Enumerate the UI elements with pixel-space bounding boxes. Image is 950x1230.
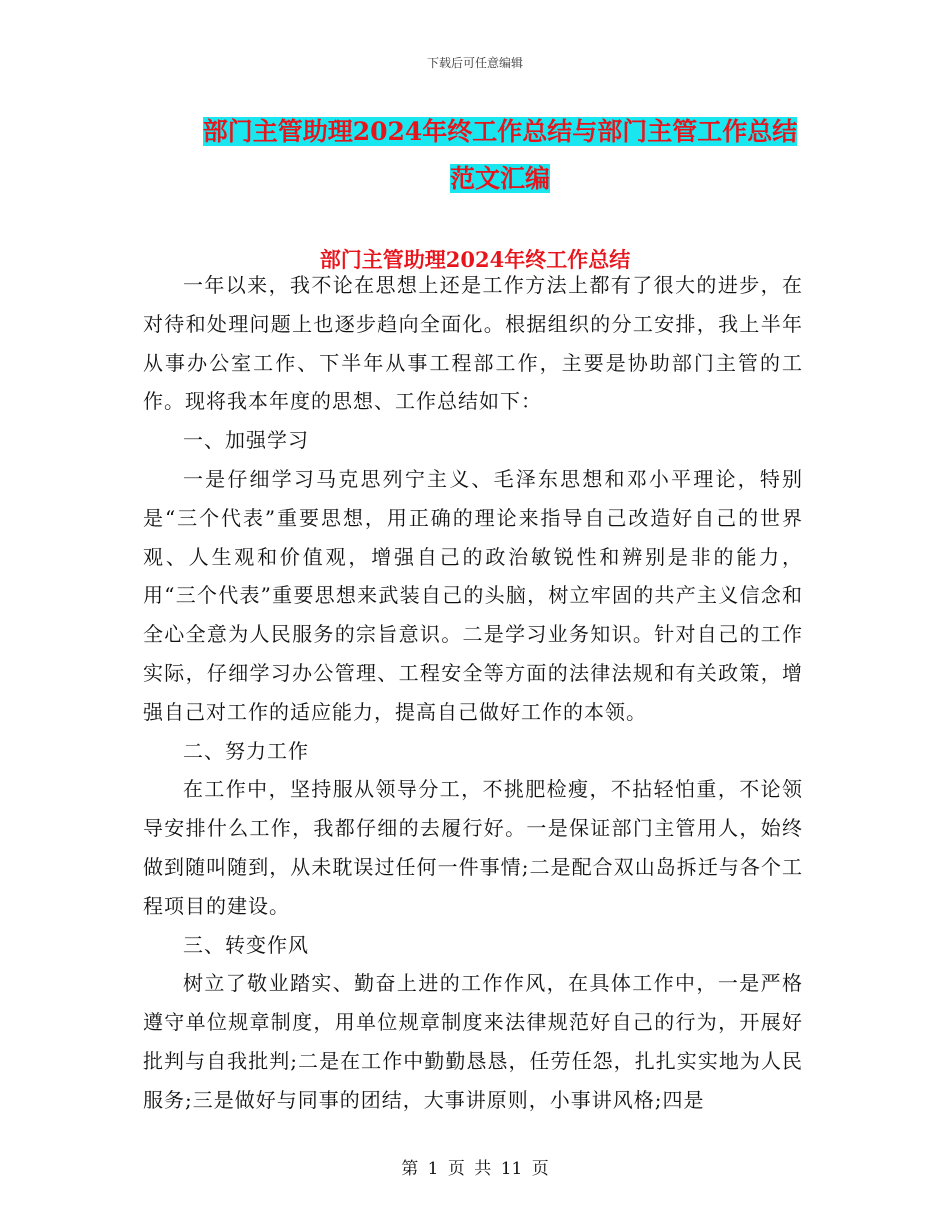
header-note: 下载后可任意编辑: [426, 56, 523, 70]
document-title-line-2: 范文汇编: [449, 164, 550, 193]
heading-work-hard: 二、努力工作: [183, 738, 309, 763]
document-body: [143, 266, 803, 1120]
body-paragraph: 一是仔细学习马克思列宁主义、毛泽东思想和邓小平理论，特别是“三个代表”重要思想，用正确的理论来指导自己改造好自己的世界观、人生观和价值观，增强自己的政治敏锐性和辨别是非的能力，用“三个代表”重要思想来武装自己的头脑，树立牢固的共产主义信念和全心全意为人民服务的宗旨意识。二是学习业务知识。针对自己的工作实际，仔细学习办公管理、工程安全等方面的法律法规和有关政策，增强自己对工作的适应能力，提高自己做好工作的本领。: [143, 466, 803, 724]
heading-change-style: 三、转变作风: [183, 932, 309, 957]
document-title-line-1: 部门主管助理2024年终工作总结与部门主管工作总结: [202, 117, 798, 146]
section-title: 部门主管助理2024年终工作总结: [319, 247, 631, 272]
body-paragraph: 树立了敬业踏实、勤奋上进的工作作风，在具体工作中，一是严格遵守单位规章制度，用单位规章制度来法律规范好自己的行为，开展好批判与自我批判;二是在工作中勤勤恳恳，任劳任怨，扎扎实实地为人民服务;三是做好与同事的团结，大事讲原则，小事讲风格;四是: [143, 971, 803, 1112]
body-paragraph: 一年以来，我不论在思想上还是工作方法上都有了很大的进步，在对待和处理问题上也逐步趋向全面化。根据组织的分工安排，我上半年从事办公室工作、下半年从事工程部工作，主要是协助部门主管的工作。现将我本年度的思想、工作总结如下：: [143, 273, 803, 414]
page-number: 第 1 页 共 11 页: [401, 1159, 549, 1179]
document-title: [140, 108, 860, 202]
body-paragraph: 在工作中，坚持服从领导分工，不挑肥检瘦，不拈轻怕重，不论领导安排什么工作，我都仔细的去履行好。一是保证部门主管用人，始终做到随叫随到，从未耽误过任何一件事情;二是配合双山岛拆迁与各个工程项目的建设。: [143, 777, 803, 918]
heading-strengthen-study: 一、加强学习: [183, 428, 309, 453]
